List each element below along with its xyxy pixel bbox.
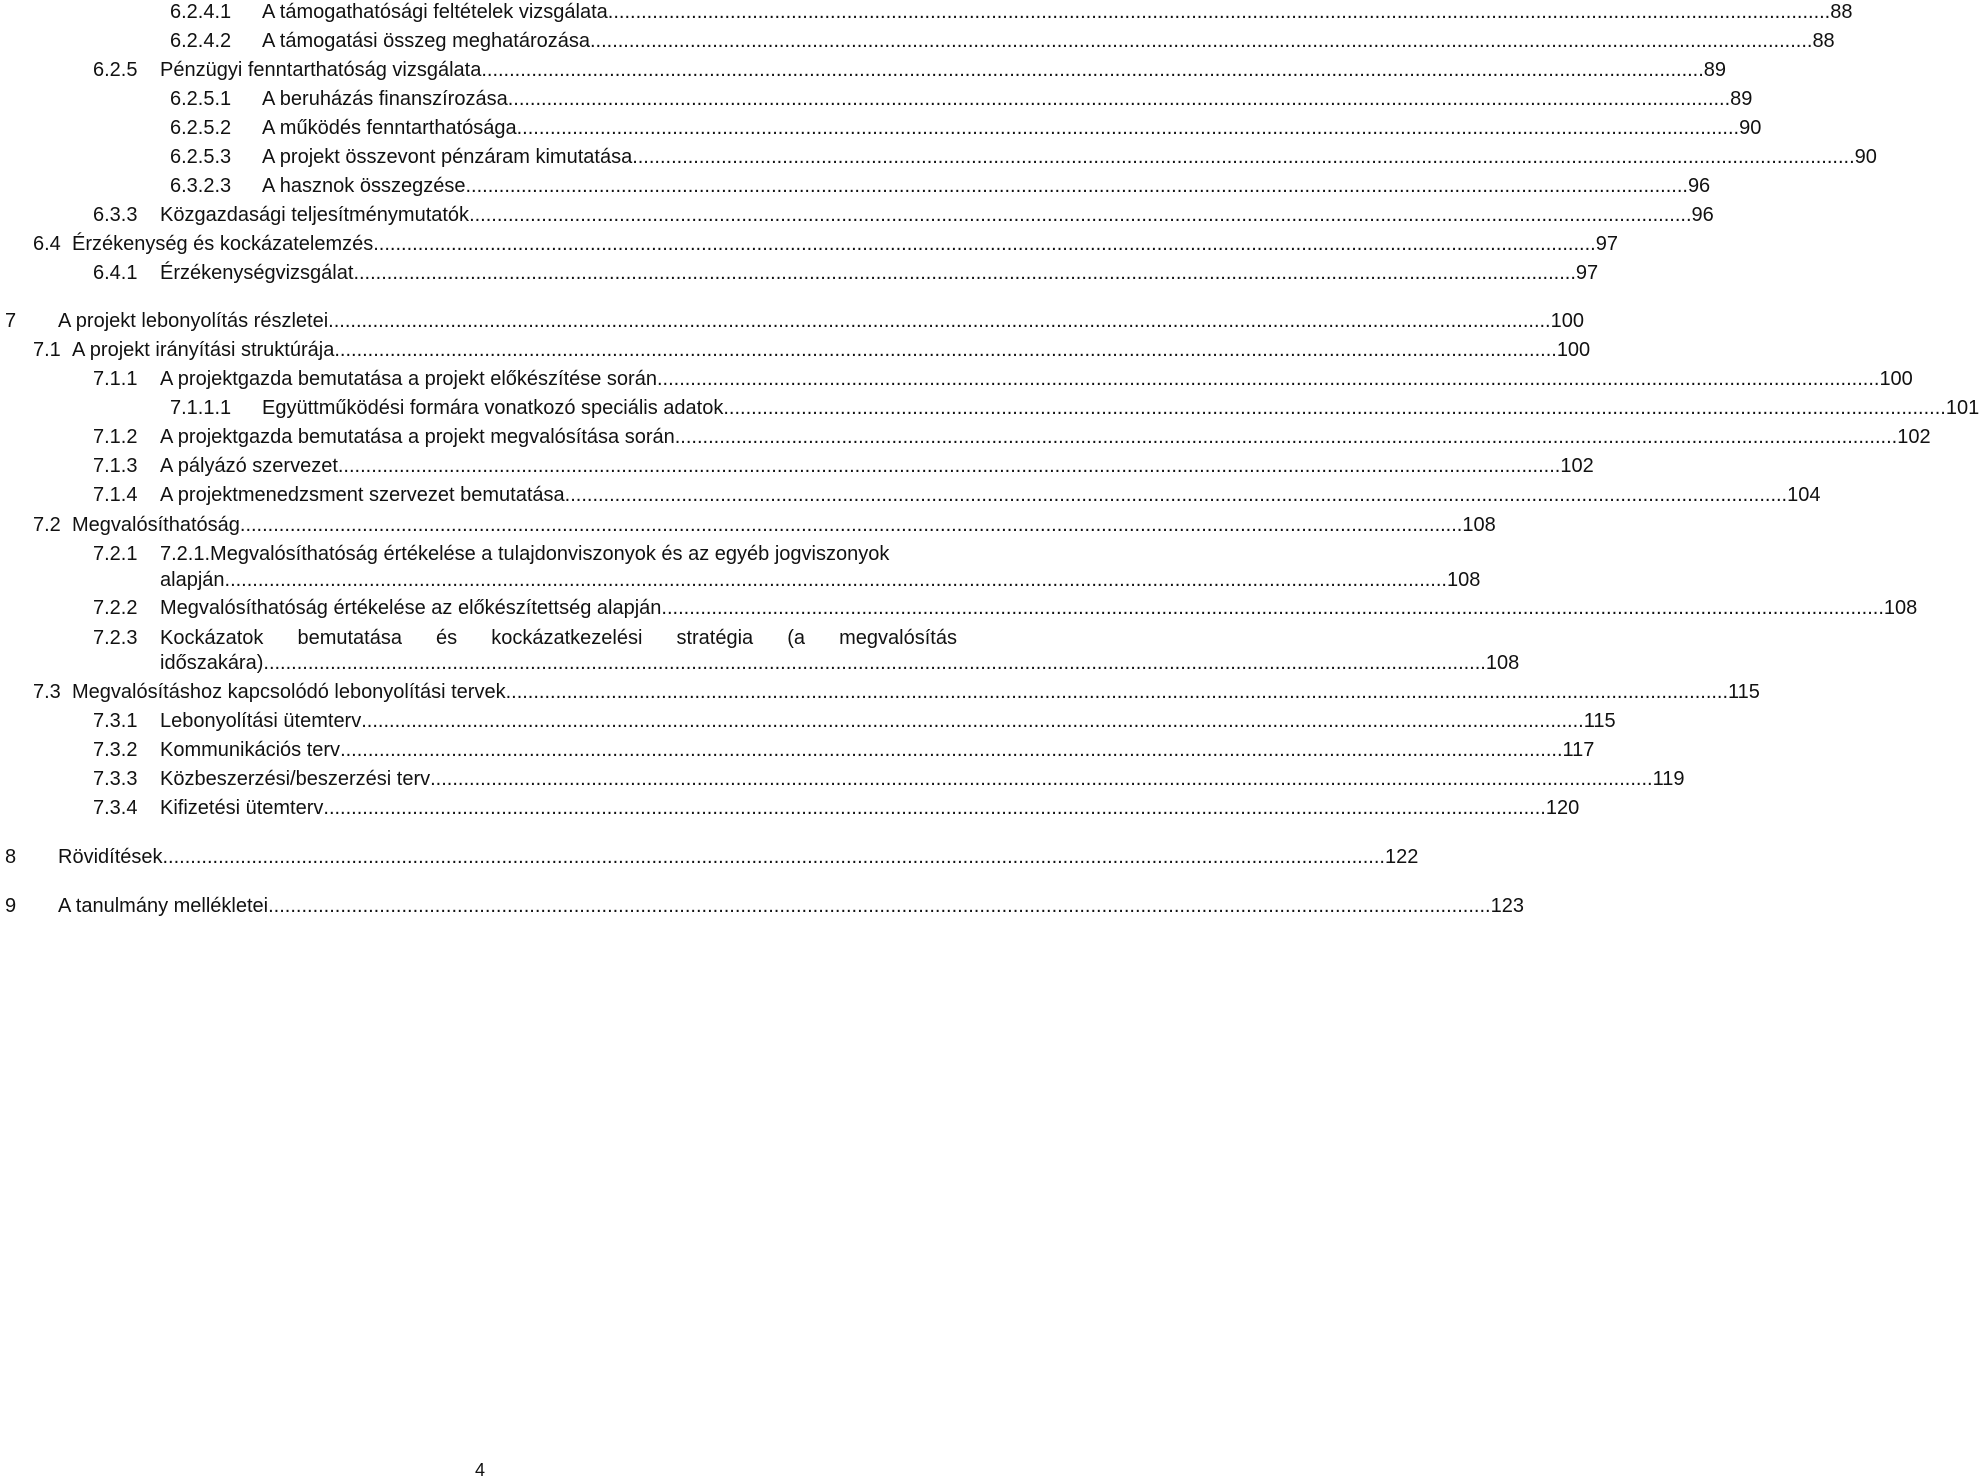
toc-entry[interactable] <box>170 0 1853 24</box>
toc-number: 7 <box>5 310 17 332</box>
toc-leader: ............................................................................................................................................................................................................................ <box>632 146 1855 168</box>
toc-number: 7.3.3 <box>93 768 138 790</box>
toc-title-line2: időszakára) <box>160 652 264 674</box>
toc-title: A tanulmány mellékletei <box>58 895 269 917</box>
toc-leader: ............................................................................................................................................................................................................................ <box>361 710 1584 732</box>
toc-entry[interactable] <box>93 709 1616 733</box>
toc-page: 108 <box>1446 569 1481 591</box>
toc-page: 120 <box>1545 797 1580 819</box>
toc-entry[interactable] <box>33 338 1591 362</box>
toc-entry[interactable] <box>170 396 1979 420</box>
toc-number: 7.1.1.1 <box>170 397 232 419</box>
toc-page: 100 <box>1556 339 1591 361</box>
toc-page: 96 <box>1687 175 1711 197</box>
toc-leader: ............................................................................................................................................................................................................................ <box>353 262 1576 284</box>
toc-title: Rövidítések <box>58 846 163 868</box>
toc-number: 8 <box>5 846 17 868</box>
toc-number: 7.1.3 <box>93 455 138 477</box>
toc-title: Közgazdasági teljesítménymutatók <box>160 204 470 226</box>
toc-page: 90 <box>1739 117 1762 139</box>
toc-number: 6.2.4.1 <box>170 1 232 23</box>
toc-leader: ............................................................................................................................................................................................................................ <box>469 204 1692 226</box>
toc-entry[interactable] <box>170 116 1762 140</box>
toc-title-word: megvalósítás <box>839 627 957 649</box>
toc-entry[interactable] <box>93 738 1595 762</box>
toc-number: 6.2.5 <box>93 59 138 81</box>
toc-leader: ............................................................................................................................................................................................................................ <box>263 652 1486 674</box>
toc-number: 7.1.1 <box>93 368 138 390</box>
toc-entry[interactable] <box>93 203 1714 227</box>
toc-title-line2: alapján <box>160 569 225 591</box>
toc-entry[interactable] <box>93 483 1821 507</box>
toc-page: 90 <box>1854 146 1877 168</box>
toc-number: 7.2.2 <box>93 597 138 619</box>
toc-page: 97 <box>1575 262 1599 284</box>
toc-title: Megvalósíthatóság <box>72 514 240 536</box>
toc-number: 6.2.5.1 <box>170 88 232 110</box>
toc-leader: ............................................................................................................................................................................................................................ <box>465 175 1688 197</box>
toc-title-word: stratégia <box>676 627 754 649</box>
toc-leader: ............................................................................................................................................................................................................................ <box>337 455 1561 477</box>
toc-title: Megvalósíthatóság értékelése az előkészítettség alapján <box>160 597 662 619</box>
toc-title: A pályázó szervezet <box>160 455 338 477</box>
toc-number: 6.4.1 <box>93 262 138 284</box>
toc-leader: ............................................................................................................................................................................................................................ <box>661 597 1884 619</box>
toc-page: 108 <box>1883 597 1918 619</box>
toc-page: 88 <box>1812 30 1835 52</box>
toc-title-line1 <box>160 626 957 650</box>
toc-title: A projektgazda bemutatása a projekt megvalósítása során <box>160 426 675 448</box>
toc-title: A projektmenedzsment szervezet bemutatása <box>160 484 565 506</box>
toc-title: Pénzügyi fenntarthatóság vizsgálata <box>160 59 482 81</box>
toc-leader: ............................................................................................................................................................................................................................ <box>505 681 1729 703</box>
toc-leader: ............................................................................................................................................................................................................................ <box>373 233 1596 255</box>
toc-leader: ............................................................................................................................................................................................................................ <box>564 484 1788 506</box>
toc-entry[interactable] <box>170 174 1711 198</box>
toc-page: 100 <box>1550 310 1584 332</box>
toc-title: Megvalósításhoz kapcsolódó lebonyolítási tervek <box>72 681 506 703</box>
toc-title-word: és <box>436 627 458 649</box>
toc-page: 89 <box>1703 59 1727 81</box>
toc-title: A projekt irányítási struktúrája <box>72 339 335 361</box>
toc-page: 122 <box>1384 846 1419 868</box>
toc-page: 123 <box>1490 895 1524 917</box>
toc-entry[interactable] <box>33 232 1618 256</box>
toc-title: Lebonyolítási ütemterv <box>160 710 362 732</box>
toc-number: 7.1.2 <box>93 426 138 448</box>
toc-entry[interactable] <box>93 454 1594 478</box>
toc-page: 115 <box>1583 710 1616 732</box>
toc-title: A támogatási összeg meghatározása <box>262 30 590 52</box>
toc-entry[interactable] <box>93 367 1913 391</box>
toc-entry-wrapped[interactable] <box>93 626 957 650</box>
toc-page: 97 <box>1595 233 1618 255</box>
toc-number: 7.3.1 <box>93 710 138 732</box>
toc-title-line1: 7.2.1.Megvalósíthatóság értékelése a tulajdonviszonyok és az egyéb jogviszonyok <box>160 543 890 565</box>
toc-page: 102 <box>1560 455 1594 477</box>
toc-leader: ............................................................................................................................................................................................................................ <box>481 59 1704 81</box>
toc-leader: ............................................................................................................................................................................................................................ <box>430 768 1653 790</box>
toc-entry[interactable] <box>93 261 1599 285</box>
toc-entry[interactable] <box>93 767 1685 791</box>
toc-number: 7.2 <box>33 514 61 536</box>
toc-number: 6.2.5.2 <box>170 117 232 139</box>
toc-entry[interactable] <box>33 680 1760 704</box>
toc-entry[interactable] <box>93 596 1918 620</box>
toc-page: 119 <box>1652 768 1685 790</box>
toc-number: 7.1 <box>33 339 61 361</box>
toc-leader: ............................................................................................................................................................................................................................ <box>589 30 1813 52</box>
toc-page: 100 <box>1879 368 1913 390</box>
toc-entry[interactable] <box>5 309 1584 333</box>
toc-entry[interactable] <box>93 796 1580 820</box>
toc-page: 104 <box>1787 484 1821 506</box>
toc-leader: ............................................................................................................................................................................................................................ <box>239 514 1463 536</box>
toc-title-word: Kockázatok <box>160 627 264 649</box>
toc-title: Érzékenység és kockázatelemzés <box>72 233 374 255</box>
toc-number: 6.3.2.3 <box>170 175 232 197</box>
toc-title: A projekt lebonyolítás részletei <box>58 310 329 332</box>
toc-page: 117 <box>1562 739 1595 761</box>
toc-page: 101 <box>1945 397 1979 419</box>
toc-entry[interactable] <box>5 894 1524 918</box>
toc-leader: ............................................................................................................................................................................................................................ <box>224 569 1447 591</box>
toc-page: 89 <box>1730 88 1753 110</box>
toc-title: A beruházás finanszírozása <box>262 88 508 110</box>
toc-leader: ............................................................................................................................................................................................................................ <box>656 368 1880 390</box>
toc-entry[interactable] <box>170 29 1835 53</box>
toc-entry[interactable] <box>170 145 1877 169</box>
toc-title: Kifizetési ütemterv <box>160 797 324 819</box>
toc-entry-wrapped[interactable] <box>93 542 960 566</box>
toc-title: A működés fenntarthatósága <box>262 117 517 139</box>
toc-number: 7.3 <box>33 681 61 703</box>
toc-leader: ............................................................................................................................................................................................................................ <box>162 846 1385 868</box>
toc-title-word: bemutatása <box>297 627 402 649</box>
toc-title: Közbeszerzési/beszerzési terv <box>160 768 431 790</box>
toc-entry[interactable] <box>33 513 1496 537</box>
toc-title: Kommunikációs terv <box>160 739 341 761</box>
toc-title: Együttműködési formára vonatkozó speciális adatok <box>262 397 724 419</box>
toc-leader: ............................................................................................................................................................................................................................ <box>516 117 1740 139</box>
toc-leader: ............................................................................................................................................................................................................................ <box>323 797 1546 819</box>
toc-page: 115 <box>1728 681 1760 703</box>
toc-number: 7.2.3 <box>93 627 138 649</box>
toc-title: A hasznok összegzése <box>262 175 466 197</box>
toc-page: 108 <box>1485 652 1520 674</box>
toc-leader: ............................................................................................................................................................................................................................ <box>334 339 1557 361</box>
toc-leader: ............................................................................................................................................................................................................................ <box>674 426 1898 448</box>
toc-entry-continuation[interactable] <box>160 651 1520 675</box>
toc-title: A támogathatósági feltételek vizsgálata <box>262 1 608 23</box>
toc-entry[interactable] <box>170 87 1753 111</box>
toc-title: A projekt összevont pénzáram kimutatása <box>262 146 633 168</box>
toc-title: Érzékenységvizsgálat <box>160 262 354 284</box>
toc-number: 6.2.5.3 <box>170 146 232 168</box>
toc-title-word: (a <box>787 627 806 649</box>
toc-title-word: kockázatkezelési <box>491 627 643 649</box>
toc-number: 6.3.3 <box>93 204 138 226</box>
toc-number: 7.3.2 <box>93 739 138 761</box>
toc-page: 108 <box>1462 514 1496 536</box>
toc-number: 7.1.4 <box>93 484 138 506</box>
toc-leader: ............................................................................................................................................................................................................................ <box>268 895 1491 917</box>
toc-leader: ............................................................................................................................................................................................................................ <box>607 1 1831 23</box>
toc-number: 6.4 <box>33 233 61 255</box>
toc-number: 9 <box>5 895 17 917</box>
toc-leader: ............................................................................................................................................................................................................................ <box>340 739 1563 761</box>
toc-leader: ............................................................................................................................................................................................................................ <box>507 88 1731 110</box>
toc-page: 96 <box>1691 204 1714 226</box>
toc-page: 88 <box>1830 1 1853 23</box>
toc-entry-continuation[interactable] <box>160 568 1481 592</box>
toc-leader: ............................................................................................................................................................................................................................ <box>723 397 1946 419</box>
toc-entry[interactable] <box>5 845 1419 869</box>
toc-number: 7.3.4 <box>93 797 138 819</box>
toc-title: A projektgazda bemutatása a projekt előkészítése során <box>160 368 657 390</box>
toc-page: 102 <box>1897 426 1931 448</box>
toc-entry[interactable] <box>93 58 1727 82</box>
page-number: 4 <box>474 1460 485 1480</box>
toc-leader: ............................................................................................................................................................................................................................ <box>328 310 1551 332</box>
toc-number: 7.2.1 <box>93 543 138 565</box>
toc-number: 6.2.4.2 <box>170 30 232 52</box>
toc-entry[interactable] <box>93 425 1931 449</box>
